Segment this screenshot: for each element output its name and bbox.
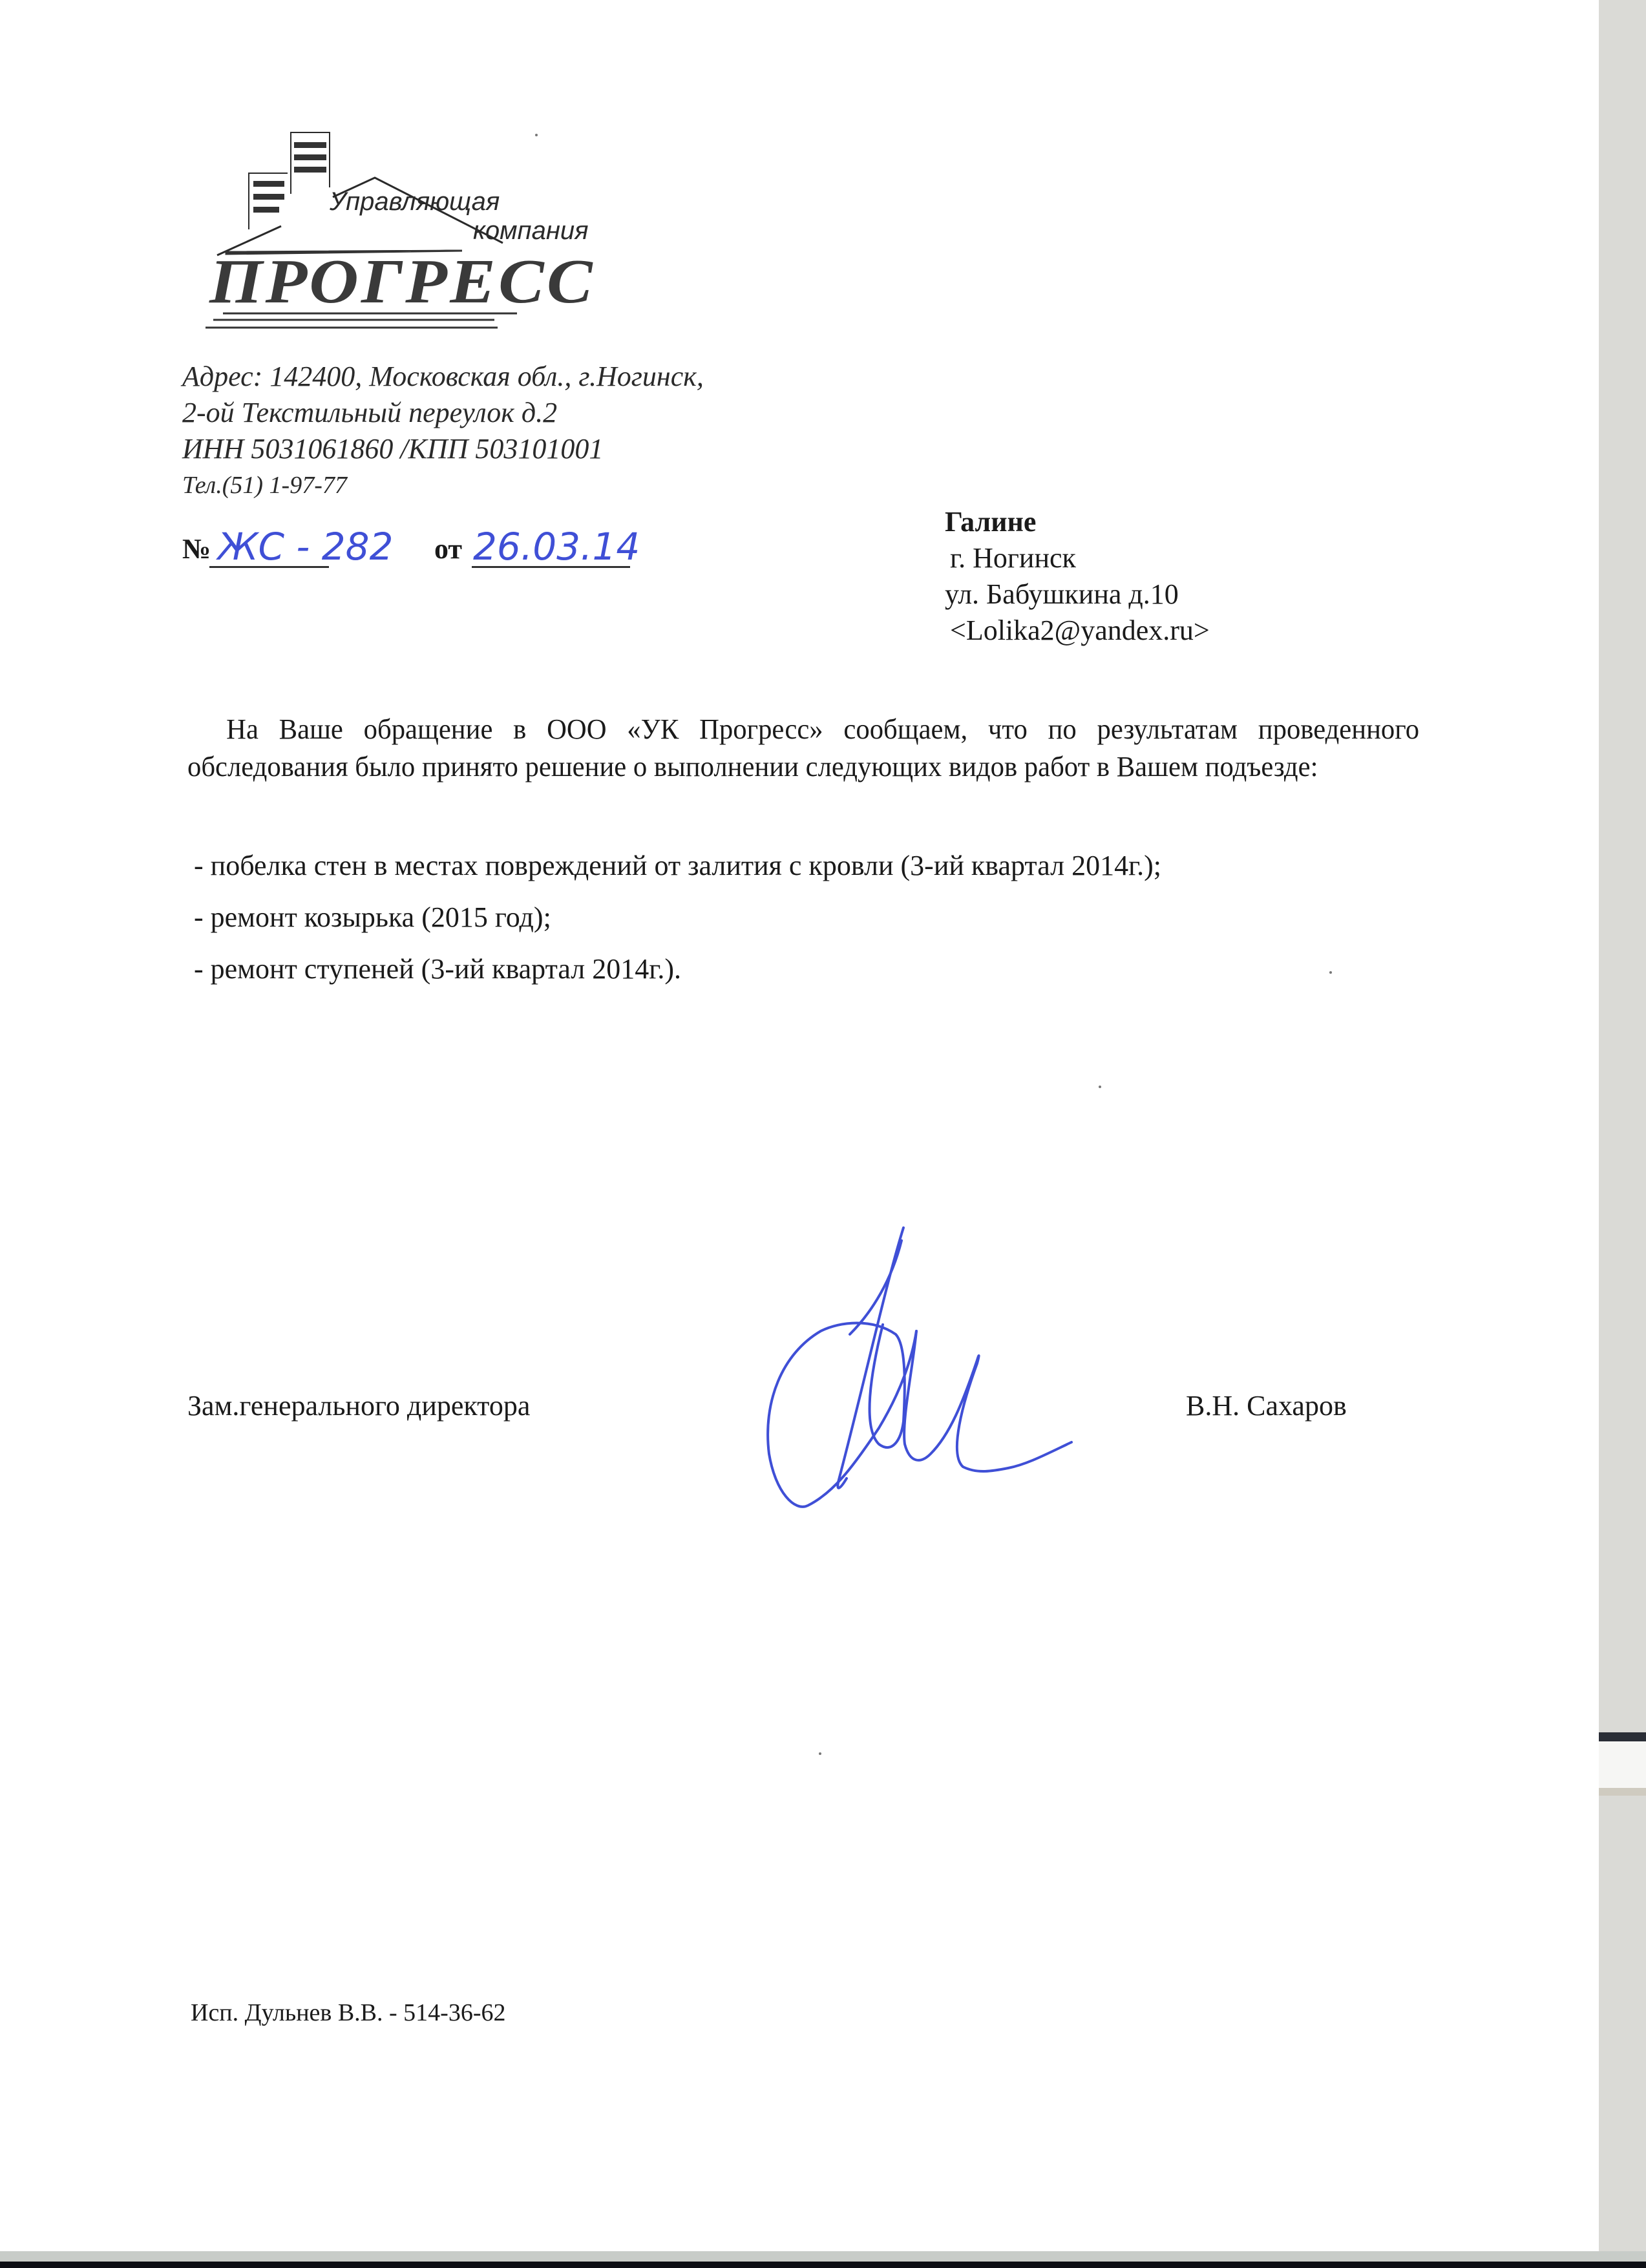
handwritten-signature-icon bbox=[743, 1208, 1131, 1518]
signatory-name: В.Н. Сахаров bbox=[1186, 1390, 1347, 1422]
recipient-city: г. Ногинск bbox=[950, 542, 1076, 574]
executor-contact: Исп. Дульнев В.В. - 514-36-62 bbox=[191, 1999, 506, 2026]
sender-address-line1: Адрес: 142400, Московская обл., г.Ногинск, bbox=[182, 361, 704, 392]
sender-address-block bbox=[182, 359, 704, 503]
recipient-name: Галине bbox=[945, 506, 1037, 538]
recipient-email: <Lolika2@yandex.ru> bbox=[950, 614, 1210, 646]
letter-body bbox=[187, 711, 1419, 786]
scan-speck bbox=[535, 134, 538, 136]
signatory-position: Зам.генерального директора bbox=[187, 1390, 531, 1422]
logo-company-name: ПРОГРЕСС bbox=[209, 247, 595, 317]
scan-speck bbox=[1099, 1086, 1101, 1088]
scanner-bottom-edge bbox=[0, 2262, 1646, 2268]
date-label: от bbox=[434, 533, 463, 565]
sender-phone: Тел.(51) 1-97-77 bbox=[182, 472, 347, 499]
company-logo bbox=[194, 123, 685, 330]
scanner-edge-beige-bar bbox=[1599, 1788, 1646, 1796]
body-paragraph: На Ваше обращение в ООО «УК Прогресс» сообщаем, что по результатам проведенного обследования было принято решение о выполнении следующих видов работ в Вашем подъезде: bbox=[187, 713, 1420, 782]
works-list-item: - ремонт козырька (2015 год); bbox=[194, 901, 551, 933]
handwritten-number: ЖС - 282 bbox=[218, 525, 394, 569]
recipient-block bbox=[945, 504, 1210, 649]
scanner-bed-right bbox=[1599, 0, 1646, 2268]
scanner-bed-bottom bbox=[0, 2251, 1646, 2262]
sender-address-line2: 2-ой Текстильный переулок д.2 bbox=[182, 397, 558, 428]
scan-speck bbox=[819, 1752, 821, 1755]
logo-subtitle-line2: компания bbox=[473, 216, 589, 245]
works-list bbox=[194, 840, 1161, 995]
number-label: № bbox=[182, 533, 211, 565]
reference-line bbox=[182, 525, 828, 576]
handwritten-date: 26.03.14 bbox=[473, 525, 640, 569]
works-list-item: - ремонт ступеней (3-ий квартал 2014г.). bbox=[194, 953, 681, 985]
scanner-edge-light-strip bbox=[1599, 1741, 1646, 1788]
works-list-item: - побелка стен в местах повреждений от залития с кровли (3-ий квартал 2014г.); bbox=[194, 850, 1162, 881]
scan-speck bbox=[1329, 971, 1332, 974]
logo-subtitle-line1: Управляющая bbox=[330, 187, 500, 216]
scanner-edge-dark-bar bbox=[1599, 1732, 1646, 1741]
recipient-street: ул. Бабушкина д.10 bbox=[945, 578, 1179, 610]
sender-tax-ids: ИНН 5031061860 /КПП 503101001 bbox=[182, 433, 604, 465]
